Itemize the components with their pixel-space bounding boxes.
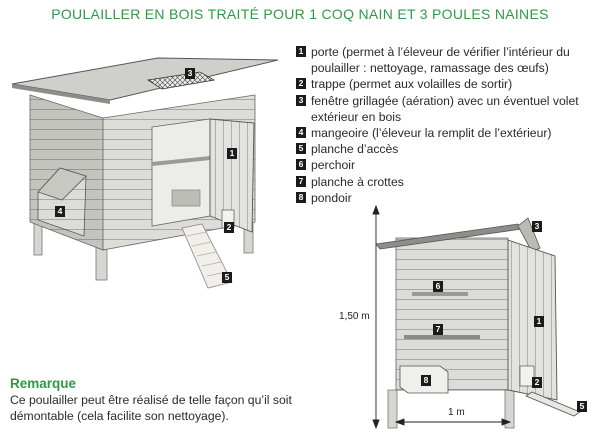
legend-item [296,76,596,92]
legend-number: 7 [296,176,306,187]
marker-8: 8 [421,375,431,386]
legend-text: mangeoire (l’éleveur la remplit de l’extérieur) [311,126,552,141]
height-dimension-label: 1,50 m [339,311,370,322]
legend-text: planche à crottes [311,174,404,189]
legend-text: planche d’accès [311,142,399,157]
legend-item [296,93,596,125]
legend [296,44,596,206]
legend-item [296,44,596,76]
marker-3-section: 3 [532,221,542,232]
legend-text: fenêtre grillagée (aération) avec un éventuel volet extérieur en bois [311,93,579,124]
width-dimension-line [396,419,510,425]
legend-item [296,157,596,173]
legend-text: pondoir [311,190,352,205]
droppings-board [404,335,480,339]
height-dimension-line [373,206,379,428]
legend-number: 2 [296,78,306,89]
legend-number: 6 [296,159,306,170]
legend-text: porte (permet à l’éleveur de vérifier l’intérieur du poulailler : nettoyage, ramassage des œufs) [311,45,570,76]
legend-number: 1 [296,46,306,57]
marker-6: 6 [433,281,443,292]
marker-2: 2 [224,222,234,233]
nest-inside [172,190,200,206]
legend-text: perchoir [311,158,356,173]
legend-item [296,190,596,206]
remark-text: Ce poulailler peut être réalisé de telle façon qu’il soit démontable (cela facilite son nettoyage). [10,393,292,423]
coop-section-view [373,206,580,428]
coop-perspective-view [12,58,278,288]
marker-3: 3 [185,68,195,79]
marker-5: 5 [222,272,232,283]
legend-number: 3 [296,95,306,106]
legend-text: trappe (permet aux volailles de sortir) [311,77,513,92]
remark-heading: Remarque [10,376,77,391]
marker-7: 7 [433,324,443,335]
perch [412,292,468,296]
legend-item [296,125,596,141]
width-dimension-label: 1 m [448,407,465,418]
marker-5-section: 5 [577,401,587,412]
diagram-title: POULAILLER EN BOIS TRAITÉ POUR 1 COQ NAIN ET 3 POULES NAINES [51,6,549,22]
door-opening [152,119,210,226]
legend-item [296,174,596,190]
legend-number: 5 [296,143,306,154]
marker-4: 4 [55,206,65,217]
marker-2-section: 2 [532,377,542,388]
remark-box [10,376,295,424]
legend-number: 4 [296,127,306,138]
legend-number: 8 [296,192,306,203]
marker-1: 1 [227,148,237,159]
marker-1-section: 1 [534,316,544,327]
legend-item [296,141,596,157]
